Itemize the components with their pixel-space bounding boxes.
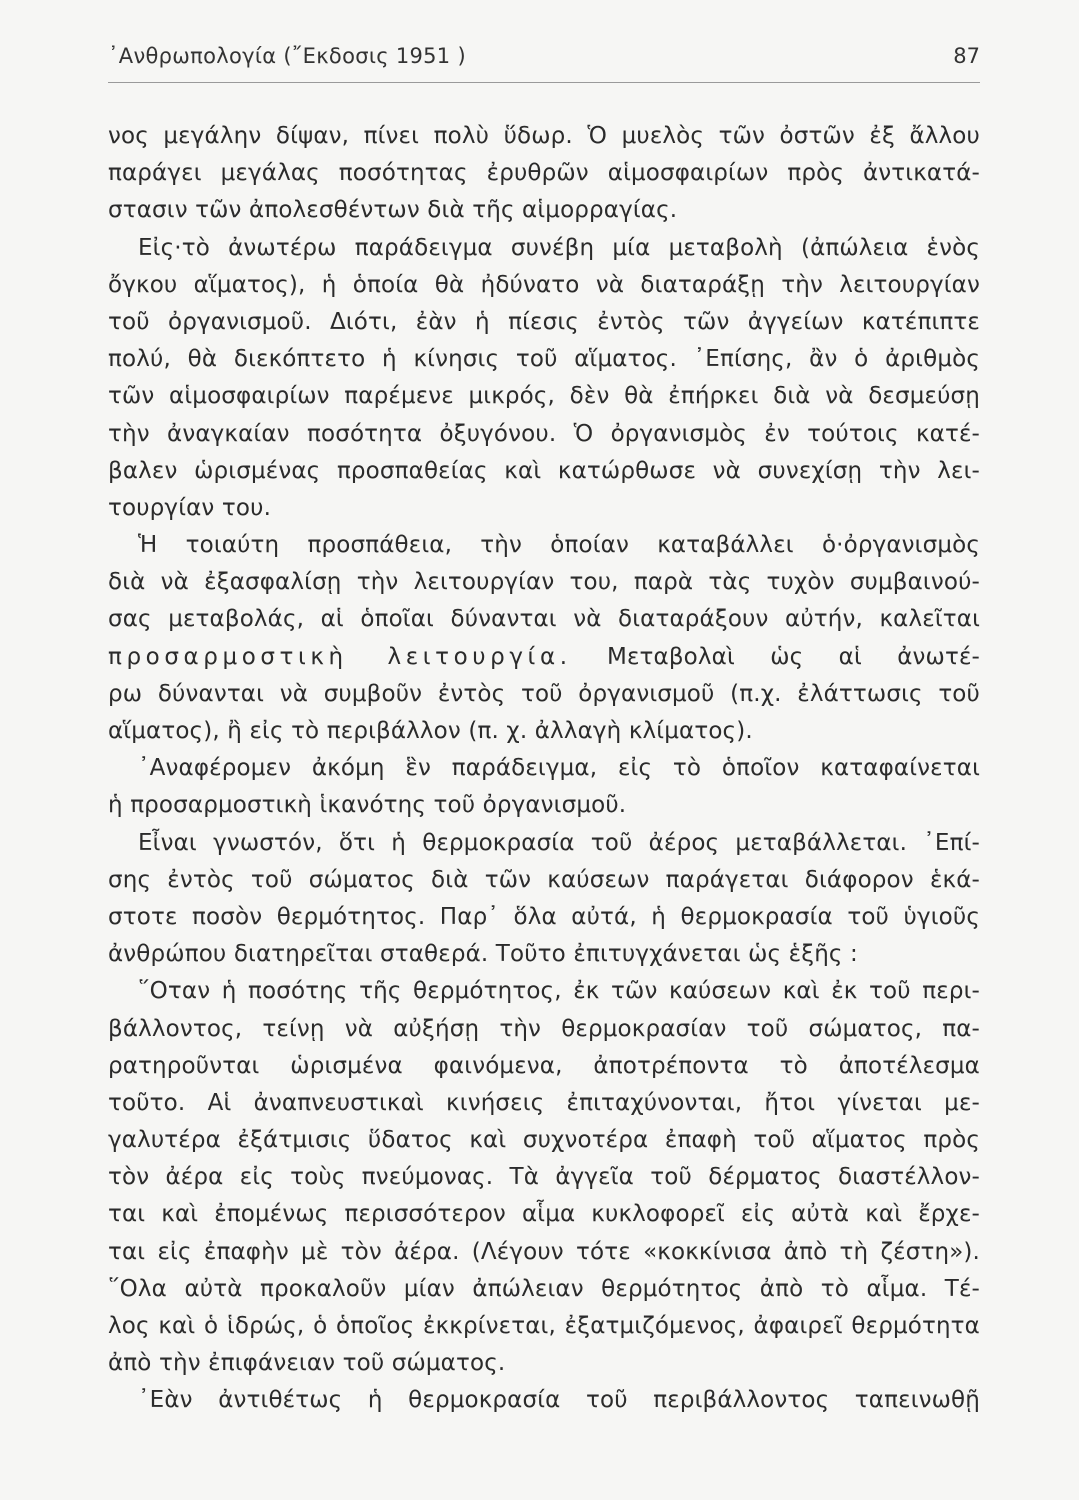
text-line: ἀπὸ τὴν ἐπιφάνειαν τοῦ σώματος. [108,1350,506,1377]
text-line: ῞Οταν ἡ ποσότης τῆς θερμότητος, ἐκ τῶν καύσεων καὶ ἐκ τοῦ περι- [138,978,980,1005]
text-line: ἀνθρώπου διατηρεῖται σταθερά. Τοῦτο ἐπιτυγχάνεται ὡς ἑξῆς : [108,941,858,968]
text-line: ᾿Αναφέρομεν ἀκόμη ἓν παράδειγμα, εἰς τὸ ὁποῖον καταφαίνεται [138,755,980,782]
page-number: 87 [953,44,980,68]
text-line: ται εἰς ἐπαφὴν μὲ τὸν ἀέρα. (Λέγουν τότε «κοκκίνισα ἀπὸ τὴ ζέστη»). [108,1238,980,1265]
text-line: Ἡ τοιαύτη προσπάθεια, τὴν ὁποίαν καταβάλλει ὁ·ὀργανισμὸς [138,532,980,559]
spaced-line-rest: Μεταβολαὶ ὡς αἱ ἀνωτέ- [571,643,980,670]
text-line: τῶν αἱμοσφαιρίων παρέμενε μικρός, δὲν θὰ ἐπήρκει διὰ νὰ δεσμεύσῃ [108,383,980,410]
header-title: ᾿Ανθρωπολογία (῎Εκδοσις 1951 ) [108,44,466,68]
spaced-term: προσαρμοστικὴ λειτουργία. [108,643,572,670]
text-line: στοτε ποσὸν θερμότητος. Παρ᾿ ὅλα αὐτά, ἡ θερμοκρασία τοῦ ὑγιοῦς [108,903,980,930]
text-line: ρω δύνανται νὰ συμβοῦν ἐντὸς τοῦ ὀργανισμοῦ (π.χ. ἐλάττωσις τοῦ [108,680,980,707]
text-line: ᾿Εὰν ἀντιθέτως ἡ θερμοκρασία τοῦ περιβάλλοντος ταπεινωθῇ [138,1387,980,1414]
text-line: βάλλοντος, τείνῃ νὰ αὐξήσῃ τὴν θερμοκρασίαν τοῦ σώματος, πα- [108,1015,980,1042]
text-line: ὄγκου αἵματος), ἡ ὁποία θὰ ἠδύνατο νὰ διαταράξῃ τὴν λειτουργίαν [108,271,980,298]
text-line: βαλεν ὡρισμένας προσπαθείας καὶ κατώρθωσε νὰ συνεχίσῃ τὴν λει- [108,457,980,484]
body-text [108,118,980,1420]
text-line: τὴν ἀναγκαίαν ποσότητα ὀξυγόνου. Ὁ ὀργανισμὸς ἐν τούτοις κατέ- [108,420,980,447]
text-line: ῞Ολα αὐτὰ προκαλοῦν μίαν ἀπώλειαν θερμότητος ἀπὸ τὸ αἷμα. Τέ- [108,1275,980,1302]
text-line: τὸν ἀέρα εἰς τοὺς πνεύμονας. Τὰ ἀγγεῖα τοῦ δέρματος διαστέλλον- [108,1164,980,1191]
text-line: τοῦτο. Αἱ ἀναπνευστικαὶ κινήσεις ἐπιταχύνονται, ἤτοι γίνεται με- [108,1089,980,1116]
text-line: στασιν τῶν ἀπολεσθέντων διὰ τῆς αἱμορραγίας. [108,197,678,224]
text-line: αἵματος), ἢ εἰς τὸ περιβάλλον (π. χ. ἀλλαγὴ κλίματος). [108,718,753,744]
text-line: πολύ, θὰ διεκόπτετο ἡ κίνησις τοῦ αἵματος. ᾿Επίσης, ἂν ὁ ἀριθμὸς [108,346,980,373]
text-line: ἡ προσαρμοστικὴ ἱκανότης τοῦ ὀργανισμοῦ. [108,792,627,819]
text-line: παράγει μεγάλας ποσότητας ἐρυθρῶν αἱμοσφαιρίων πρὸς ἀντικατά- [108,160,980,187]
text-line: λος καὶ ὁ ἱδρώς, ὁ ὁποῖος ἐκκρίνεται, ἐξατμιζόμενος, ἀφαιρεῖ θερμότητα [108,1313,980,1339]
text-line: Εἶναι γνωστόν, ὅτι ἡ θερμοκρασία τοῦ ἀέρος μεταβάλλεται. ᾿Επί- [138,829,980,856]
running-header [108,44,980,80]
text-line: σης ἐντὸς τοῦ σώματος διὰ τῶν καύσεων παράγεται διάφορον ἑκά- [108,866,980,893]
text-line: τοῦ ὀργανισμοῦ. Διότι, ἐὰν ἡ πίεσις ἐντὸς τῶν ἀγγείων κατέπιπτε [108,308,980,335]
text-line: γαλυτέρα ἐξάτμισις ὕδατος καὶ συχνοτέρα ἐπαφὴ τοῦ αἵματος πρὸς [108,1127,980,1154]
header-rule [108,82,980,83]
text-line: σας μεταβολάς, αἱ ὁποῖαι δύνανται νὰ διαταράξουν αὐτήν, καλεῖται [108,606,980,633]
text-line: ρατηροῦνται ὡρισμένα φαινόμενα, ἀποτρέποντα τὸ ἀποτέλεσμα [108,1052,980,1079]
text-line: ται καὶ ἐπομένως περισσότερον αἷμα κυκλοφορεῖ εἰς αὐτὰ καὶ ἔρχε- [108,1201,980,1228]
text-line: διὰ νὰ ἐξασφαλίσῃ τὴν λειτουργίαν του, παρὰ τὰς τυχὸν συμβαινού- [108,569,980,596]
text-line: νος μεγάλην δίψαν, πίνει πολὺ ὕδωρ. Ὁ μυελὸς τῶν ὀστῶν ἐξ ἄλλου [108,123,980,149]
text-line: Εἰς·τὸ ἀνωτέρω παράδειγμα συνέβη μία μεταβολὴ (ἀπώλεια ἑνὸς [138,234,980,261]
text-line-with-spaced-term [108,639,980,676]
text-line: τουργίαν του. [108,494,272,521]
